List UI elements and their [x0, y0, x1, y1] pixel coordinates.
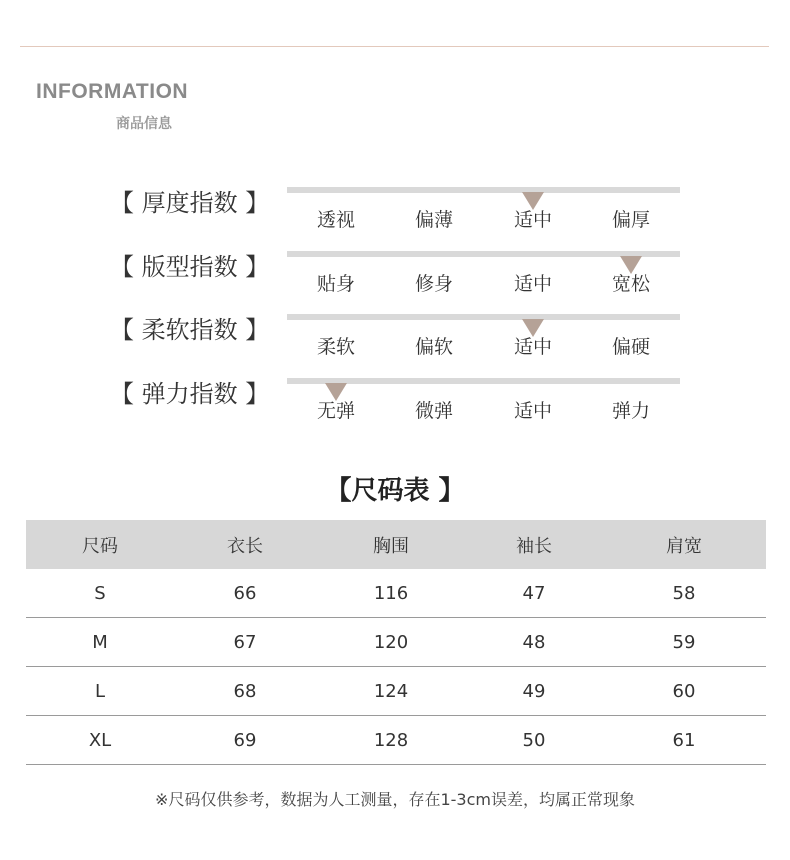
table-cell: 120: [316, 618, 466, 667]
index-option: 适中: [513, 336, 552, 358]
index-option: 适中: [513, 209, 552, 231]
table-cell: 67: [174, 618, 316, 667]
index-option: 宽松: [611, 273, 650, 295]
column-header: 肩宽: [602, 520, 766, 569]
index-row-thickness: [0, 183, 790, 243]
table-cell: 50: [466, 716, 602, 765]
table-cell: XL: [26, 716, 174, 765]
index-option: 适中: [513, 400, 552, 422]
table-cell: 49: [466, 667, 602, 716]
index-option: 无弹: [316, 400, 355, 422]
table-row: [26, 569, 766, 618]
table-cell: 58: [602, 569, 766, 618]
index-option: 偏软: [414, 336, 453, 358]
table-cell: S: [26, 569, 174, 618]
size-chart-title: 【尺码表 】: [325, 476, 465, 506]
index-option: 透视: [316, 209, 355, 231]
top-divider: [20, 46, 769, 47]
column-header: 袖长: [466, 520, 602, 569]
index-option: 修身: [414, 273, 453, 295]
table-cell: 66: [174, 569, 316, 618]
index-option: 微弹: [414, 400, 453, 422]
table-cell: 61: [602, 716, 766, 765]
table-cell: M: [26, 618, 174, 667]
section-title-cn: 商品信息: [116, 116, 172, 132]
size-table: [26, 520, 766, 765]
table-cell: 128: [316, 716, 466, 765]
index-label: 【 厚度指数 】: [110, 189, 270, 217]
index-option: 弹力: [611, 400, 650, 422]
index-option: 偏薄: [414, 209, 453, 231]
section-title-en: INFORMATION: [36, 80, 189, 103]
table-cell: 116: [316, 569, 466, 618]
measurement-note: ※尺码仅供参考，数据为人工测量，存在1-3cm误差，均属正常现象: [155, 790, 635, 809]
table-cell: 48: [466, 618, 602, 667]
index-option: 偏厚: [611, 209, 650, 231]
index-label: 【 版型指数 】: [110, 253, 270, 281]
table-row: [26, 618, 766, 667]
index-bar: [287, 187, 680, 193]
index-bar: [287, 314, 680, 320]
column-header: 尺码: [26, 520, 174, 569]
column-header: 胸围: [316, 520, 466, 569]
table-header-row: [26, 520, 766, 569]
column-header: 衣长: [174, 520, 316, 569]
table-row: [26, 716, 766, 765]
table-cell: 68: [174, 667, 316, 716]
index-row-fit: [0, 247, 790, 307]
table-row: [26, 667, 766, 716]
table-cell: 59: [602, 618, 766, 667]
index-option: 适中: [513, 273, 552, 295]
index-option: 柔软: [316, 336, 355, 358]
index-option: 贴身: [316, 273, 355, 295]
table-cell: 69: [174, 716, 316, 765]
index-label: 【 柔软指数 】: [110, 316, 270, 344]
index-label: 【 弹力指数 】: [110, 380, 270, 408]
index-row-elasticity: [0, 374, 790, 434]
table-cell: 124: [316, 667, 466, 716]
table-cell: L: [26, 667, 174, 716]
index-option: 偏硬: [611, 336, 650, 358]
index-row-softness: [0, 310, 790, 370]
table-cell: 47: [466, 569, 602, 618]
table-cell: 60: [602, 667, 766, 716]
